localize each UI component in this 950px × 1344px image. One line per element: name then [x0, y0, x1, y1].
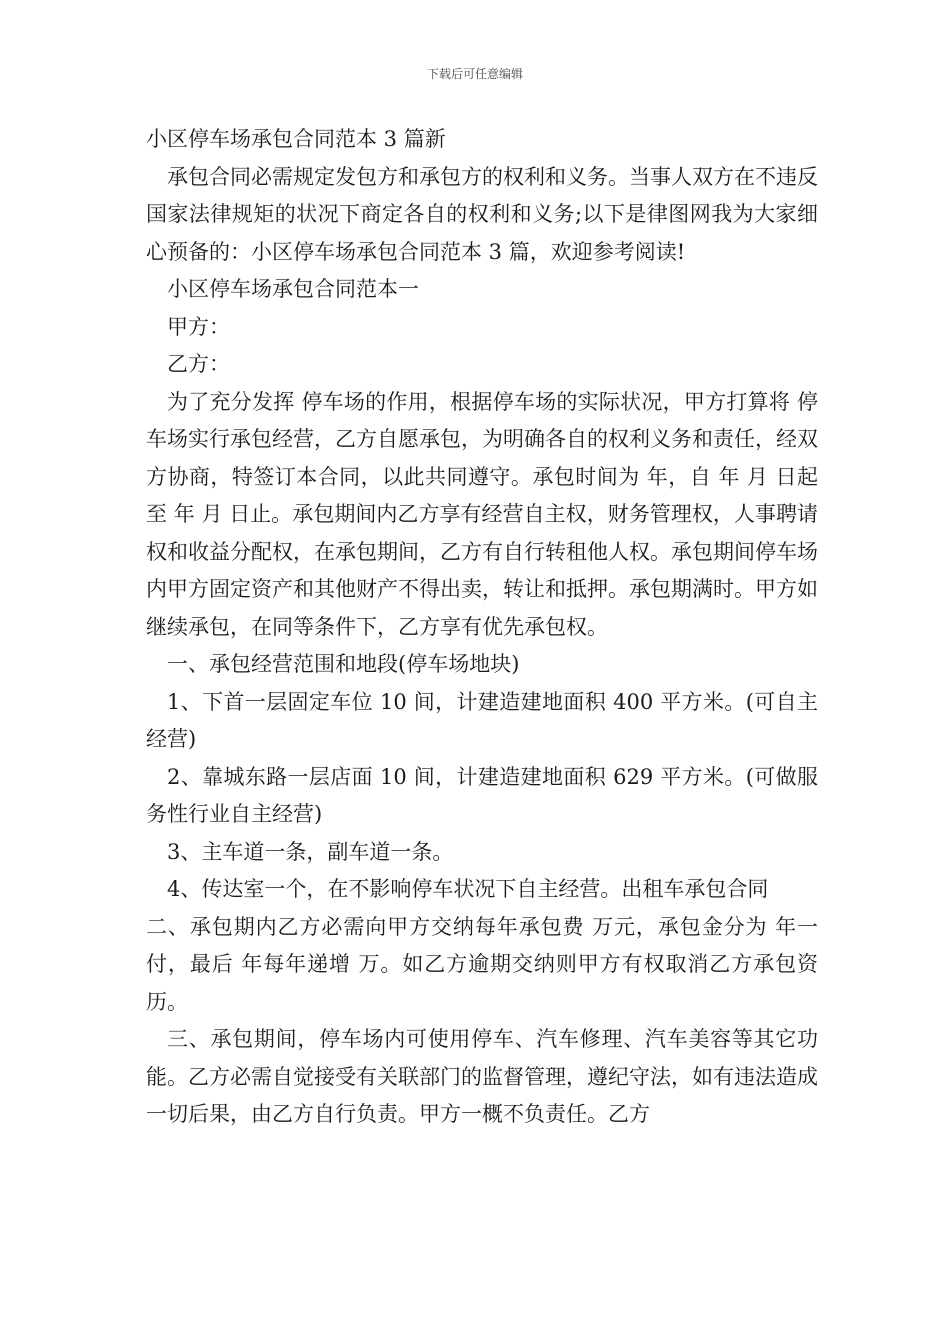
- intro-paragraph: 承包合同必需规定发包方和承包方的权利和义务。当事人双方在不违反国家法律规矩的状况下商定各自的权利和义务;以下是律图网我为大家细心预备的：小区停车场承包合同范本 3 篇，欢迎参考阅读!: [146, 164, 818, 264]
- clause-one-item-2: 2、靠城东路一层店面 10 间，计建造建地面积 629 平方米。(可做服务性行业自主经营): [146, 764, 818, 826]
- document-title: 小区停车场承包合同范本 3 篇新: [146, 127, 446, 151]
- party-a-line: 甲方：: [167, 314, 230, 339]
- party-b-line: 乙方：: [167, 352, 230, 376]
- clause-one-item-4: 4、传达室一个，在不影响停车状况下自主经营。出租车承包合同: [167, 877, 769, 901]
- section-heading-contract-one: 小区停车场承包合同范本一: [167, 277, 419, 301]
- clause-one-item-1: 1、下首一层固定车位 10 间，计建造建地面积 400 平方米。(可自主经营): [146, 689, 818, 751]
- preamble-paragraph: 为了充分发挥 停车场的作用，根据停车场的实际状况，甲方打算将 停车场实行承包经营，乙方自愿承包，为明确各自的权利义务和责任，经双方协商，特签订本合同，以此共同遵守。承包时间为 年，自 年 月 日起至 年 月 日止。承包期间内乙方享有经营自主权，财务管理权，人事聘请权和收益分配权，在承包期间，乙方有自行转租他人权。承包期间停车场内甲方固定资产和其他财产不得出卖，转让和抵押。承包期满时。甲方如继续承包，在同等条件下，乙方享有优先承包权。: [146, 389, 818, 639]
- clause-two-paragraph: 二、承包期内乙方必需向甲方交纳每年承包费 万元，承包金分为 年一付，最后 年每年递增 万。如乙方逾期交纳则甲方有权取消乙方承包资历。: [146, 914, 818, 1014]
- clause-one-heading: 一、承包经营范围和地段(停车场地块): [167, 652, 520, 676]
- document-body: [146, 121, 818, 1134]
- clause-three-paragraph: 三、承包期间，停车场内可使用停车、汽车修理、汽车美容等其它功能。乙方必需自觉接受有关联部门的监督管理，遵纪守法，如有违法造成一切后果，由乙方自行负责。甲方一概不负责任。乙方: [146, 1027, 818, 1126]
- clause-one-item-3: 3、主车道一条，副车道一条。: [167, 839, 454, 864]
- page-header-note: 下载后可任意编辑: [426, 67, 523, 81]
